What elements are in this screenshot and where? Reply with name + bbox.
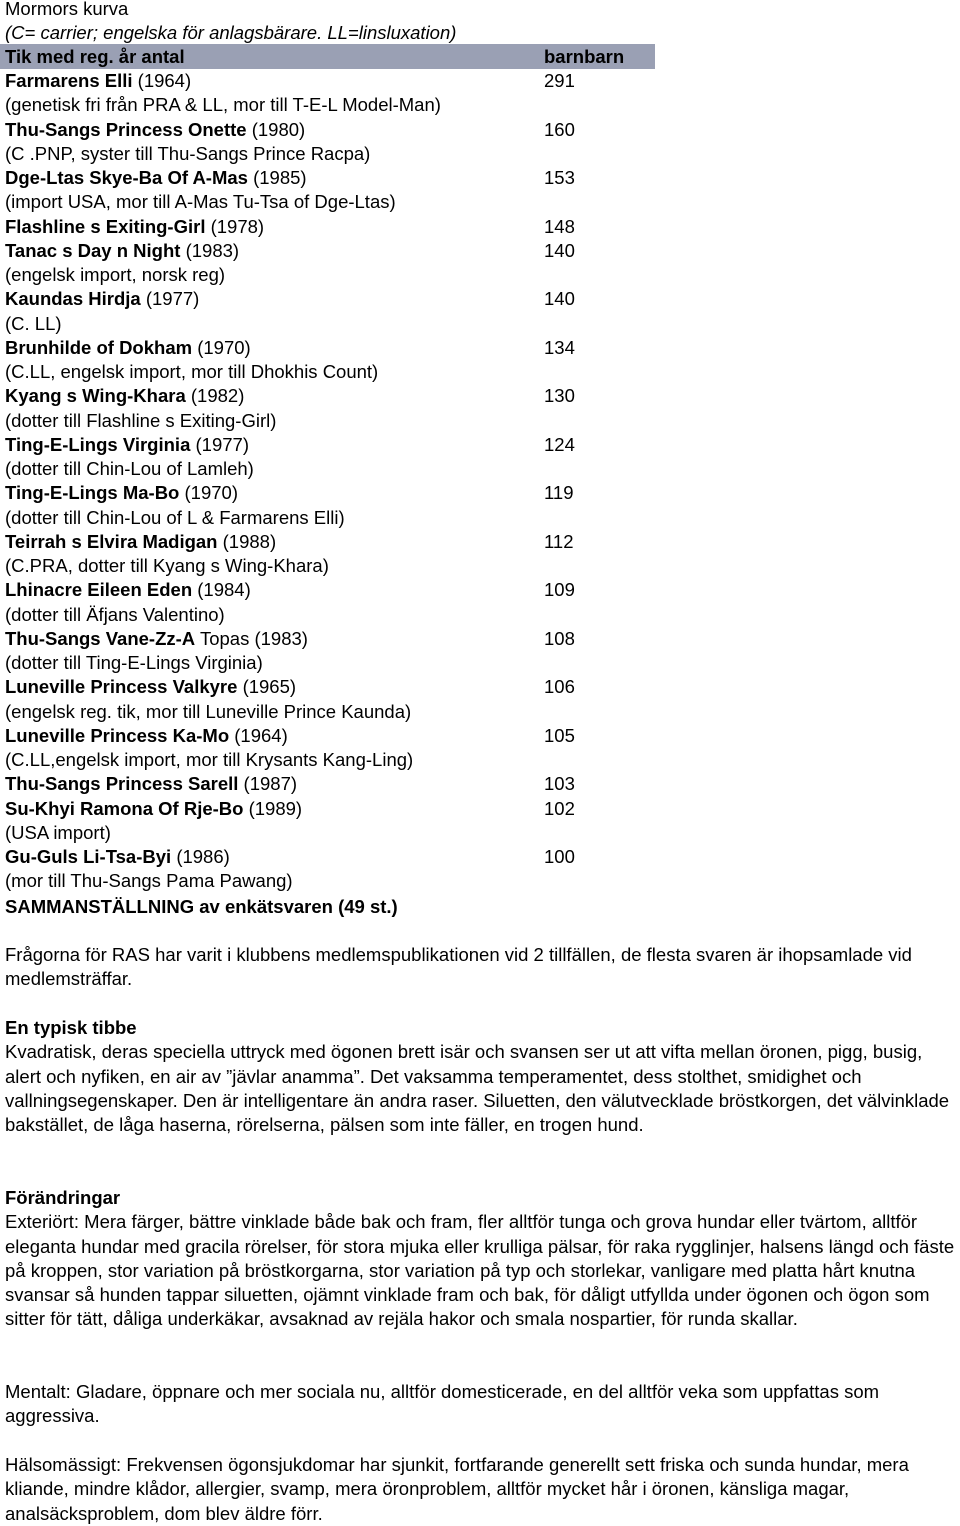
- birth-year: (1970): [184, 482, 238, 504]
- row-description: (engelsk import, norsk reg): [5, 264, 226, 285]
- table-row: [5, 724, 288, 748]
- row-description: (engelsk reg. tik, mor till Luneville Prince Kaunda): [5, 700, 412, 722]
- grandchildren-count: 124: [544, 433, 575, 455]
- birth-year: (1970): [197, 336, 251, 358]
- grandchildren-count: 148: [544, 215, 575, 237]
- birth-year: (1985): [253, 167, 307, 188]
- grandchildren-count: 291: [544, 70, 575, 91]
- dog-name: Farmarens Elli: [5, 70, 133, 91]
- birth-year: (1984): [197, 579, 251, 601]
- birth-year: (1982): [190, 385, 245, 407]
- table-row: [5, 239, 239, 263]
- row-description: (import USA, mor till A-Mas Tu-Tsa of Dge-Ltas): [5, 191, 396, 213]
- table-row: [5, 336, 251, 360]
- dog-name: Kyang s Wing-Khara: [5, 385, 186, 407]
- table-row: [5, 69, 191, 93]
- table-row: [5, 772, 297, 796]
- grandchildren-count: 102: [544, 797, 575, 819]
- dog-name: Thu-Sangs Vane-Zz-A: [5, 627, 196, 649]
- row-description: (USA import): [5, 821, 111, 843]
- grandchildren-count: 119: [544, 482, 574, 504]
- row-description: (mor till Thu-Sangs Pama Pawang): [5, 870, 293, 892]
- row-description: (C.LL, engelsk import, mor till Dhokhis Count): [5, 361, 379, 382]
- dog-name: Ting-E-Lings Ma-Bo: [5, 482, 180, 504]
- row-description: (dotter till Chin-Lou of L & Farmarens Elli): [5, 506, 345, 528]
- grandchildren-count: 100: [544, 846, 575, 867]
- row-description: (C.PRA, dotter till Kyang s Wing-Khara): [5, 555, 329, 576]
- table-header-col1: Tik med reg. år antal: [5, 46, 185, 67]
- section-typisk-tibbe: [5, 1016, 960, 1137]
- birth-year: (1977): [145, 288, 200, 310]
- dog-name: Luneville Princess Ka-Mo: [5, 724, 230, 746]
- grandchildren-count: 103: [544, 773, 575, 795]
- section-heading: Förändringar: [5, 1187, 121, 1208]
- section-forandringar: [5, 1186, 960, 1332]
- row-description: (C .PNP, syster till Thu-Sangs Prince Racpa): [5, 142, 371, 164]
- grandchildren-count: 140: [544, 239, 575, 261]
- page-title: Mormors kurva: [5, 0, 129, 19]
- legend-note: (C= carrier; engelska för anlagsbärare. LL=linsluxation): [5, 22, 457, 43]
- grandchildren-count: 112: [544, 530, 574, 552]
- table-row: [5, 287, 199, 311]
- birth-year: (1986): [176, 846, 230, 867]
- table-row: [5, 845, 230, 869]
- birth-year: (1989): [248, 797, 303, 819]
- dog-name: Ting-E-Lings Virginia: [5, 433, 191, 455]
- dog-name: Teirrah s Elvira Madigan: [5, 530, 218, 552]
- table-row: [5, 433, 249, 457]
- birth-year: (1988): [222, 530, 277, 552]
- grandchildren-count: 109: [544, 579, 575, 601]
- grandchildren-count: 140: [544, 288, 575, 310]
- birth-year: (1983): [254, 627, 308, 649]
- dog-name: Dge-Ltas Skye-Ba Of A-Mas: [5, 167, 248, 188]
- grandchildren-count: 105: [544, 724, 575, 746]
- grandchildren-count: 160: [544, 118, 575, 140]
- dog-name-rest: Topas: [195, 627, 250, 649]
- birth-year: (1983): [185, 239, 240, 261]
- dog-name: Flashline s Exiting-Girl: [5, 215, 206, 237]
- table-row: [5, 627, 308, 651]
- dog-name: Gu-Guls Li-Tsa-Byi: [5, 846, 172, 867]
- table-row: [5, 215, 264, 239]
- row-description: (C. LL): [5, 312, 62, 334]
- table-row: [5, 481, 238, 505]
- birth-year: (1964): [137, 70, 192, 91]
- dog-name: Kaundas Hirdja: [5, 288, 141, 310]
- birth-year: (1977): [195, 433, 249, 455]
- table-row: [5, 797, 302, 821]
- row-description: (dotter till Äfjans Valentino): [5, 603, 225, 625]
- grandchildren-count: 108: [544, 627, 575, 649]
- grandchildren-count: 153: [544, 167, 575, 188]
- section-heading: En typisk tibbe: [5, 1017, 137, 1038]
- table-row: [5, 578, 251, 602]
- dog-name: Thu-Sangs Princess Onette: [5, 118, 247, 140]
- section-body: Kvadratisk, deras speciella uttryck med ögonen brett isär och svansen ser ut att vifta mellan öronen, pigg, busig, alert och nyfiken, en air av ”jävlar anamma”. Det vaksamma temperamentet, dess stolthet, smidighet och vallningsegenskaper. Den är intelligentare än andra raser. Siluetten, den välutvecklade bröstkorgen, det välvinklade bakstället, de låga haserna, rörelserna, pälsen som inte fäller, en trogen hund.: [5, 1041, 950, 1136]
- dog-name: Luneville Princess Valkyre: [5, 676, 238, 698]
- grandchildren-count: 130: [544, 385, 575, 407]
- health-paragraph: Hälsomässigt: Frekvensen ögonsjukdomar har sjunkit, fortfarande generellt sett friska och sunda hundar, mera kliande, mindre klådor, allergier, svamp, mera öronproblem, alltför mycket hår i öronen, känsliga magar, analsäcksproblem, dom blev äldre förr.: [5, 1454, 909, 1524]
- birth-year: (1965): [242, 676, 297, 698]
- row-description: (genetisk fri från PRA & LL, mor till T-E-L Model-Man): [5, 94, 441, 116]
- mental-paragraph: Mentalt: Gladare, öppnare och mer sociala nu, alltför domesticerade, en del alltför veka som uppfattas som aggressiva.: [5, 1381, 880, 1427]
- table-row: [5, 530, 276, 554]
- birth-year: (1987): [243, 773, 298, 795]
- summary-heading: SAMMANSTÄLLNING av enkätsvaren (49 st.): [5, 896, 398, 917]
- table-row: [5, 675, 296, 699]
- dog-name: Lhinacre Eileen Eden: [5, 579, 193, 601]
- table-row: [5, 384, 244, 408]
- row-description: (dotter till Ting-E-Lings Virginia): [5, 652, 263, 673]
- table-header-col2: barnbarn: [544, 46, 625, 67]
- birth-year: (1980): [251, 118, 306, 140]
- grandchildren-count: 106: [544, 676, 575, 698]
- section-body: Exteriört: Mera färger, bättre vinklade både bak och fram, fler alltför tunga och grova hundar eller tvärtom, alltför eleganta hundar med gracila rörelser, för stora mjuka eller krulliga pälsar, för raka rygglinjer, halsens längd och fäste på kroppen, stor variation på bröstkorgarna, stor variation på typ och storlekar, vanligare med platta hårt knutna svansar så hunden tappar siluetten, ojämnt vinklade fram och bak, för dåligt utfyllda under ögonen och ögon som sitter för tätt, dåliga underkäkar, avsaknad av rejäla hakor och smala nospartier, för runda skallar.: [5, 1211, 955, 1330]
- grandchildren-count: 134: [544, 336, 575, 358]
- table-row: [5, 166, 307, 190]
- dog-name: Thu-Sangs Princess Sarell: [5, 773, 239, 795]
- dog-name: Tanac s Day n Night: [5, 239, 181, 261]
- birth-year: (1964): [234, 724, 288, 746]
- row-description: (C.LL,engelsk import, mor till Krysants Kang-Ling): [5, 749, 414, 770]
- dog-name: Brunhilde of Dokham: [5, 336, 193, 358]
- intro-paragraph: Frågorna för RAS har varit i klubbens medlemspublikationen vid 2 tillfällen, de flesta svaren är ihopsamlade vid medlemsträffar.: [5, 944, 912, 990]
- row-description: (dotter till Flashline s Exiting-Girl): [5, 409, 277, 431]
- table-row: [5, 118, 305, 142]
- row-description: (dotter till Chin-Lou of Lamleh): [5, 458, 254, 479]
- birth-year: (1978): [210, 215, 265, 237]
- dog-name: Su-Khyi Ramona Of Rje-Bo: [5, 797, 244, 819]
